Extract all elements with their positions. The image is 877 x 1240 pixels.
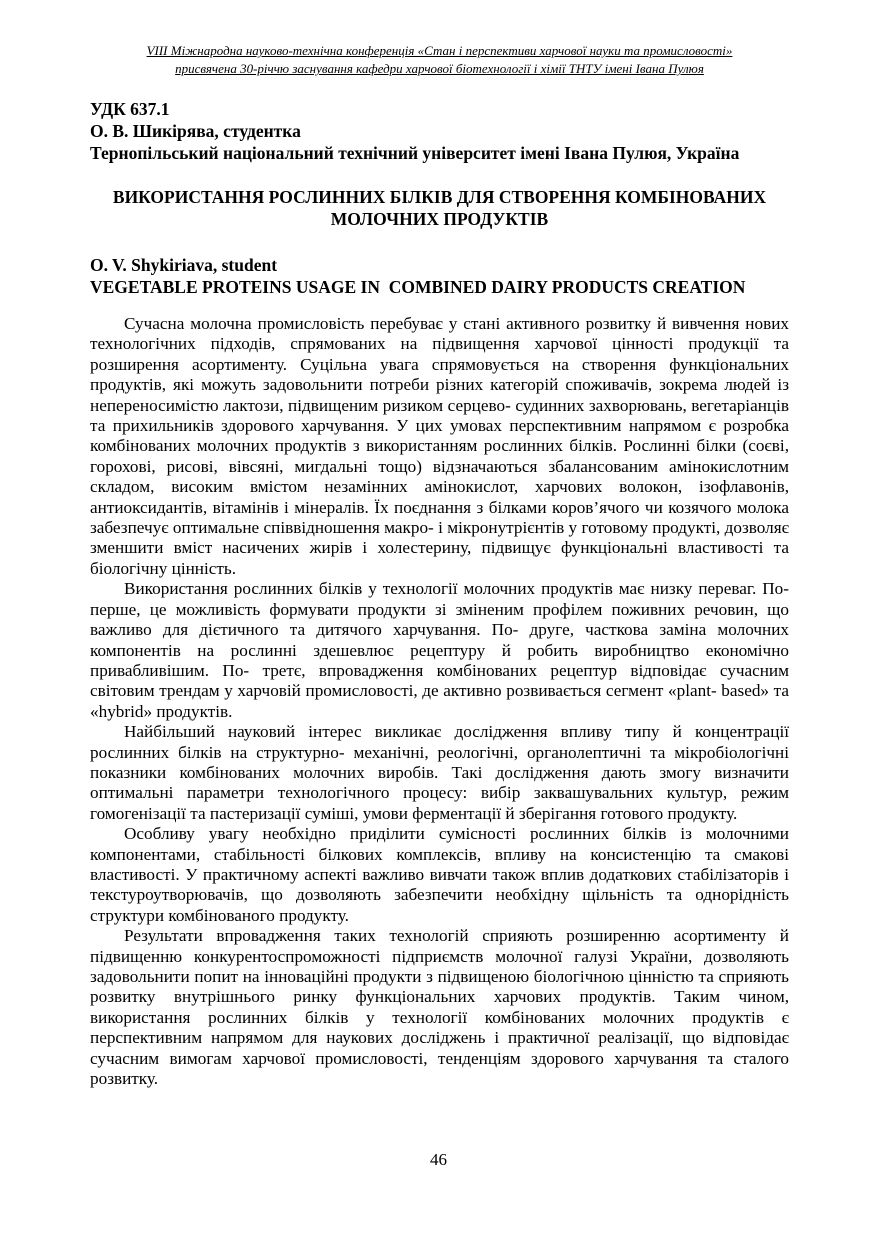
body-paragraph-4: Особливу увагу необхідно приділити сумісності рослинних білків із молочними компонентами, стабільності білкових комплексів, впливу на консистенцію та смакові властивості. У практичному аспекті важливо вивчати також вплив додаткових стабілізаторів і текстуроутворювачів, що дозволяють забезпечити необхідну щільність та однорідність структури комбінованого продукту. (90, 824, 789, 925)
english-block (90, 254, 789, 298)
udc-code: УДК 637.1 (90, 99, 170, 119)
body-paragraph-3: Найбільший науковий інтерес викликає дослідження впливу типу й концентрації рослинних білків на структурно- механічні, реологічні, органолептичні та мікробіологічні показники комбінованих молочних виробів. Такі дослідження дають змогу визначити оптимальні параметри технологічного процесу: вибір заквашувальних культур, режим гомогенізації та пастеризації суміші, умови ферментації й зберігання готового продукту. (90, 722, 789, 823)
author-en: O. V. Shykiriava, student (90, 255, 278, 275)
running-header (90, 42, 789, 78)
article-title-en: VEGETABLE PROTEINS USAGE IN COMBINED DAIRY PRODUCTS CREATION (90, 277, 746, 297)
author-ua: О. В. Шикірява, студентка (90, 121, 301, 141)
article-body (90, 314, 789, 1089)
body-paragraph-2: Використання рослинних білків у технології молочних продуктів має низку переваг. По- перше, це можливість формувати продукти зі зміненим профілем поживних речовин, що важливо для дієтичного та дитячого харчування. По- друге, часткова заміна молочних компонентів на рослинні здешевлює рецептуру й робить виробництво економічно привабливішим. По- третє, впровадження комбінованих рецептур відповідає сучасним світовим трендам у харчовій промисловості, де активно розвивається сегмент «plant- based» та «hybrid» продуктів. (90, 579, 789, 721)
article-title-ua: ВИКОРИСТАННЯ РОСЛИННИХ БІЛКІВ ДЛЯ СТВОРЕННЯ КОМБІНОВАНИХ МОЛОЧНИХ ПРОДУКТІВ (112, 187, 767, 229)
body-paragraph-1: Сучасна молочна промисловість перебуває у стані активного розвитку й вивчення нових технологічних підходів, спрямованих на підвищення харчової цінності продукції та розширення асортименту. Суцільна увага спрямовується на створення функціональних продуктів, які можуть задовольнити потреби різних категорій споживачів, зокрема людей із непереносимістю лактози, підвищеним ризиком серцево- судинних захворювань, вегетаріанців та прихильників здорового харчування. У цих умовах перспективним напрямом є розробка комбінованих молочних продуктів з використанням рослинних білків. Рослинні білки (соєві, горохові, рисові, вівсяні, мигдальні тощо) відзначаються збалансованим амінокислотним складом, високим вмістом незамінних амінокислот, харчових волокон, ізофлавонів, антиоксидантів, вітамінів і мінералів. Їх поєднання з білками коров’ячого чи козячого молока забезпечує оптимальне співвідношення макро- і мікронутрієнтів у готовому продукті, дозволяє зменшити вміст насичених жирів і холестерину, підвищує функціональні властивості та біологічну цінність. (90, 314, 789, 578)
conference-title: VIII Міжнародна науково-технічна конференція «Стан і перспективи харчової науки та промисловості» (146, 43, 733, 58)
affiliation-ua: Тернопільський національний технічний університет імені Івана Пулюя, Україна (90, 143, 740, 163)
meta-block (90, 98, 789, 164)
conference-subtitle: присвячена 30-річчю заснування кафедри харчової біотехнології і хімії ТНТУ імені Івана Пулюя (175, 61, 704, 76)
body-paragraph-5: Результати впровадження таких технологій сприяють розширенню асортименту й підвищенню конкурентоспроможності підприємств молочної галузі України, дозволяють задовольнити попит на інноваційні продукти з підвищеною біологічною цінністю та сприяють розвитку внутрішнього ринку функціональних харчових продуктів. Таким чином, використання рослинних білків у технології комбінованих молочних продуктів є перспективним напрямом для наукових досліджень і практичної реалізації, що відповідає сучасним вимогам харчової промисловості, тенденціям здорового харчування та сталого розвитку. (90, 926, 789, 1089)
page-number: 46 (430, 1150, 447, 1169)
